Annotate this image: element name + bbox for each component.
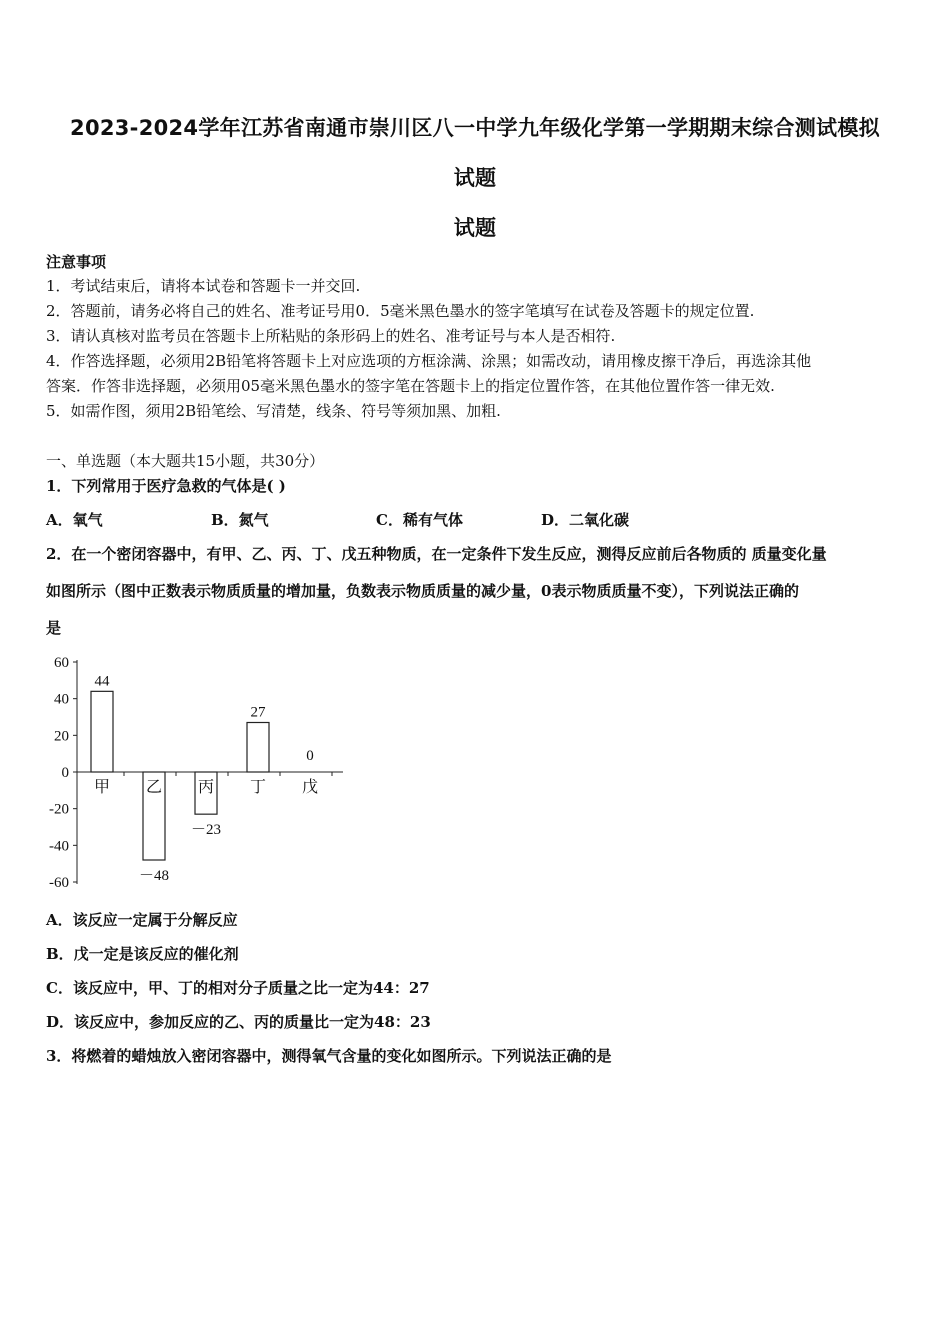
y-tick-label: 0 (61, 765, 69, 781)
y-tick-label: -40 (49, 838, 69, 855)
category-label: 丁 (249, 779, 267, 796)
exam-title-continued: 试题 (453, 166, 497, 190)
data-label: －23 (190, 822, 222, 839)
question-1-option-d: D．二氧化碳 (541, 511, 630, 529)
y-tick-label: 60 (54, 655, 69, 671)
category-label: 戊 (301, 779, 319, 796)
note-item-5: 5．如需作图，须用2B铅笔绘、写清楚，线条、符号等须加黑、加粗. (46, 402, 501, 420)
question-2-stem-line-1: 2．在一个密闭容器中，有甲、乙、丙、丁、戊五种物质，在一定条件下发生反应，测得反应前后各物质的 质量变化量 (46, 545, 827, 563)
notes-heading: 注意事项 (46, 253, 107, 271)
question-2-option-a: A．该反应一定属于分解反应 (46, 911, 238, 929)
category-label: 丙 (197, 779, 215, 796)
note-item-1: 1．考试结束后，请将本试卷和答题卡一并交回. (46, 277, 361, 295)
question-2-option-c: C．该反应中，甲、丁的相对分子质量之比一定为44：27 (46, 979, 430, 997)
question-1-option-a: A．氧气 (46, 511, 103, 529)
category-label: 乙 (145, 779, 163, 796)
data-label: －48 (138, 868, 170, 884)
note-item-4-continued: 答案．作答非选择题，必须用05毫米黑色墨水的签字笔在答题卡上的指定位置作答，在其他位置作答一律无效. (46, 377, 775, 395)
category-label: 甲 (93, 779, 111, 796)
question-1-option-c: C．稀有气体 (376, 511, 463, 529)
y-tick-label: 20 (54, 728, 69, 745)
mass-change-bar-chart (40, 650, 360, 895)
question-2-stem-line-2: 如图所示（图中正数表示物质质量的增加量，负数表示物质质量的减少量，0表示物质质量不变），下列说法正确的 (46, 582, 799, 600)
y-tick-label: -60 (49, 875, 69, 891)
y-tick-label: 40 (54, 691, 69, 708)
exam-title: 2023-2024学年江苏省南通市崇川区八一中学九年级化学第一学期期末综合测试模拟 (70, 116, 880, 140)
question-2-stem-line-3: 是 (46, 619, 62, 637)
exam-subtitle: 试题 (453, 216, 497, 240)
note-item-4: 4．作答选择题，必须用2B铅笔将答题卡上对应选项的方框涂满、涂黑；如需改动，请用橡皮擦干净后，再选涂其他 (46, 352, 812, 370)
y-tick-label: -20 (49, 801, 69, 818)
note-item-3: 3．请认真核对监考员在答题卡上所粘贴的条形码上的姓名、准考证号与本人是否相符. (46, 327, 616, 345)
data-label: 0 (306, 748, 314, 764)
data-label: 44 (94, 673, 110, 690)
question-2-option-b: B．戊一定是该反应的催化剂 (46, 945, 239, 963)
question-2-option-d: D．该反应中，参加反应的乙、丙的质量比一定为48：23 (46, 1013, 431, 1031)
question-3-stem: 3．将燃着的蜡烛放入密闭容器中，测得氧气含量的变化如图所示。下列说法正确的是 (46, 1047, 612, 1065)
question-1-option-b: B．氮气 (211, 511, 269, 529)
question-1-stem: 1．下列常用于医疗急救的气体是( ) (46, 477, 286, 495)
data-label: 27 (250, 704, 266, 721)
section-heading: 一、单选题（本大题共15小题，共30分） (46, 452, 325, 470)
bar-1 (91, 691, 113, 772)
bar-4 (247, 723, 269, 773)
note-item-2: 2．答题前，请务必将自己的姓名、准考证号用0．5毫米黑色墨水的签字笔填写在试卷及答题卡的规定位置. (46, 302, 755, 320)
